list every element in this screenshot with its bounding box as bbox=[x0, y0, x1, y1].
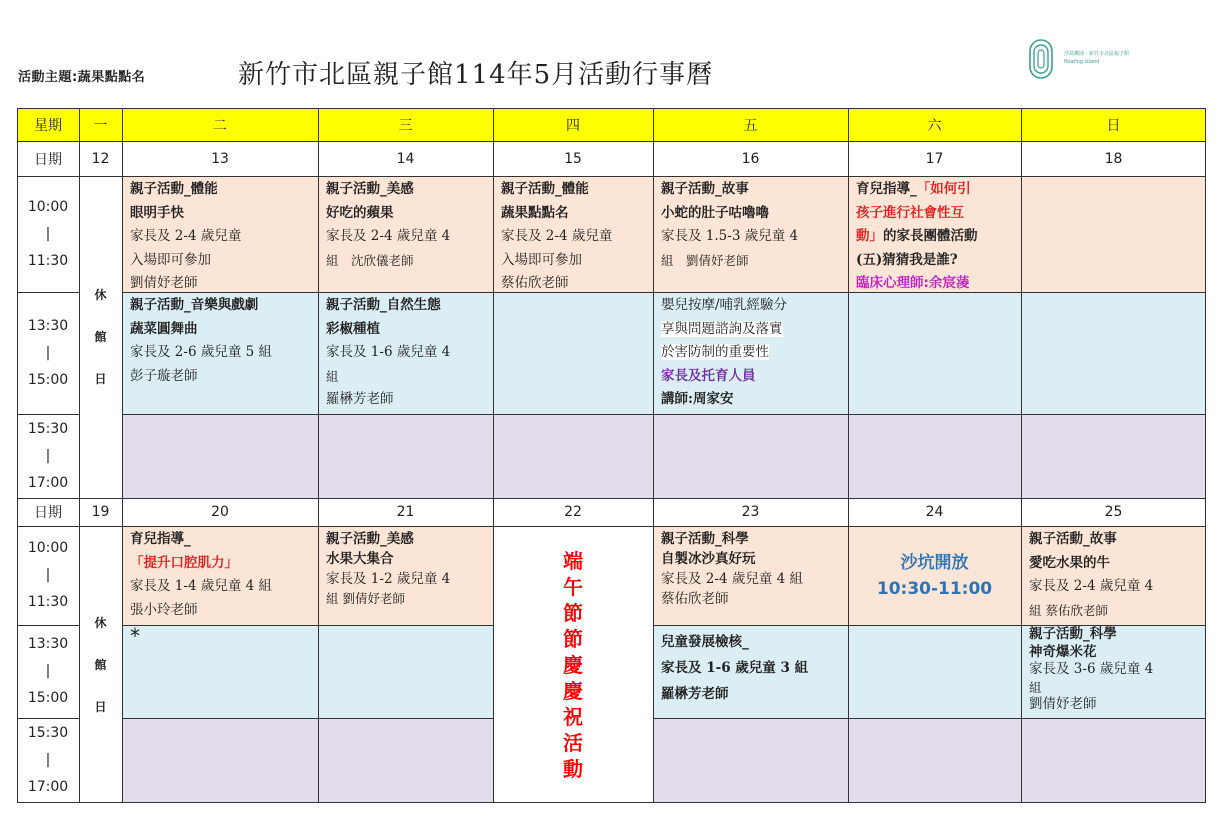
holiday-char: 動 bbox=[563, 756, 583, 781]
date-cell: 19 bbox=[91, 504, 110, 520]
holiday-char: 節 bbox=[563, 600, 583, 625]
holiday-char: 節 bbox=[563, 626, 583, 651]
event-name: 眼明手快 bbox=[130, 204, 184, 221]
event-audience: 家長及 2-4 歲兒童 bbox=[501, 228, 613, 244]
event-teacher: 講師:周家安 bbox=[661, 391, 734, 407]
closed-char: 日 bbox=[94, 372, 107, 386]
event-audience-cont: 組 bbox=[326, 368, 339, 384]
event-topic-part: 「如何引 bbox=[916, 181, 971, 197]
date-cell: 13 bbox=[211, 150, 229, 167]
time-end: 15:00 bbox=[27, 690, 69, 706]
event-audience: 家長及 1-6 歲兒童 3 組 bbox=[661, 660, 809, 676]
asterisk-mark: * bbox=[130, 624, 140, 648]
date-cell: 16 bbox=[741, 150, 760, 167]
date-cell: 12 bbox=[91, 150, 110, 167]
event-title: 嬰兒按摩/哺乳經驗分 bbox=[661, 297, 788, 313]
event-audience: 家長及 2-6 歲兒童 5 組 bbox=[130, 344, 272, 360]
event-audience: 家長及 2-4 歲兒童 4 組 bbox=[661, 571, 803, 587]
time-end: 17:00 bbox=[27, 779, 69, 795]
time-start: 13:30 bbox=[27, 317, 69, 334]
page-title: 新竹市北區親子館114年5月活動行事曆 bbox=[238, 60, 714, 90]
event-title: 親子活動_自然生態 bbox=[326, 297, 441, 313]
event-title-cont: 享與問題諮詢及落實 bbox=[661, 320, 783, 337]
date-cell: 15 bbox=[564, 150, 582, 167]
event-audience: 家長及 3-6 歲兒童 4 bbox=[1029, 661, 1154, 677]
weekday-thu: 四 bbox=[493, 108, 653, 141]
date-cell: 25 bbox=[1104, 504, 1123, 520]
event-note: 入場即可參加 bbox=[130, 251, 211, 268]
time-sep: | bbox=[45, 447, 51, 464]
event-audience: 家長及 1-2 歲兒童 4 bbox=[326, 571, 451, 587]
event-title: 親子活動_美感 bbox=[326, 531, 414, 547]
event-audience-cont: 組 bbox=[1029, 679, 1042, 695]
event-teacher: 臨床心理師:余宸蓤 bbox=[856, 275, 970, 291]
time-start: 13:30 bbox=[27, 636, 69, 652]
event-teacher: 劉倩妤老師 bbox=[130, 275, 198, 291]
holiday-char: 慶 bbox=[563, 652, 583, 677]
event-teacher: 劉倩妤老師 bbox=[1029, 696, 1097, 712]
activity-topic: 活動主題:蔬果點點名 bbox=[18, 70, 146, 85]
event-teacher: 組 蔡佑欣老師 bbox=[1029, 602, 1108, 618]
event-title: 親子活動_故事 bbox=[661, 181, 749, 197]
event-name: 神奇爆米花 bbox=[1029, 643, 1097, 660]
date-cell: 14 bbox=[396, 150, 415, 167]
time-sep: | bbox=[45, 225, 51, 242]
closed-char: 休 bbox=[94, 615, 107, 630]
event-title: 親子活動_美感 bbox=[326, 181, 414, 197]
date-label: 日期 bbox=[34, 505, 62, 521]
event-audience: 家長及托育人員 bbox=[661, 367, 756, 384]
event-note: 入場即可參加 bbox=[501, 251, 582, 268]
date-cell: 22 bbox=[564, 504, 582, 520]
closed-char: 日 bbox=[94, 699, 107, 714]
weekday-mon: 一 bbox=[79, 108, 122, 141]
event-title: 親子活動_科學 bbox=[661, 531, 749, 547]
event-title: 親子活動_科學 bbox=[1029, 626, 1117, 642]
event-teacher: 蔡佑欣老師 bbox=[661, 591, 729, 607]
event-topic-part: 孩子進行社會性互 bbox=[856, 204, 964, 221]
holiday-char: 端 bbox=[563, 548, 583, 573]
time-sep: | bbox=[45, 663, 51, 679]
event-name: 水果大集合 bbox=[326, 551, 394, 567]
event-teacher: 張小玲老師 bbox=[130, 601, 198, 618]
event-teacher: 羅楙芳老師 bbox=[326, 391, 394, 407]
event-subtitle: (五)猜猜我是誰? bbox=[856, 251, 958, 268]
event-teacher: 組 劉倩妤老師 bbox=[661, 252, 749, 268]
event-name: 「提升口腔肌力」 bbox=[130, 554, 238, 571]
event-name: 蔬果點點名 bbox=[501, 204, 569, 221]
event-title: 親子活動_體能 bbox=[130, 181, 218, 197]
event-name: 愛吃水果的牛 bbox=[1029, 554, 1110, 571]
event-title: 親子活動_體能 bbox=[501, 181, 589, 197]
time-start: 10:00 bbox=[27, 540, 69, 556]
event-teacher: 蔡佑欣老師 bbox=[501, 275, 569, 291]
event-title-cont: 於害防制的重要性 bbox=[661, 344, 769, 360]
event-name: 蔬菜圓舞曲 bbox=[130, 320, 198, 337]
event-title: 育兒指導_ bbox=[856, 181, 917, 197]
weekday-wed: 三 bbox=[318, 108, 493, 141]
event-audience: 家長及 2-4 歲兒童 4 bbox=[1029, 578, 1154, 594]
holiday-char: 祝 bbox=[563, 704, 583, 729]
closed-char: 館 bbox=[94, 330, 107, 344]
event-title: 親子活動_故事 bbox=[1029, 531, 1117, 547]
date-label: 日期 bbox=[34, 151, 62, 168]
event-topic-part: 動」 bbox=[856, 228, 883, 244]
time-end: 11:30 bbox=[27, 594, 69, 610]
time-end: 11:30 bbox=[27, 252, 69, 269]
weekday-sun: 日 bbox=[1021, 108, 1206, 141]
event-name: 自製冰沙真好玩 bbox=[661, 551, 756, 567]
event-audience: 家長及 2-4 歲兒童 4 bbox=[326, 228, 451, 244]
time-sep: | bbox=[45, 567, 51, 583]
date-cell: 21 bbox=[396, 504, 415, 520]
event-time: 10:30-11:00 bbox=[876, 578, 993, 599]
weekday-sat: 六 bbox=[848, 108, 1021, 141]
holiday-char: 活 bbox=[563, 730, 583, 755]
holiday-char: 慶 bbox=[563, 678, 583, 703]
event-name: 彩椒種植 bbox=[326, 320, 380, 337]
event-name: 沙坑開放 bbox=[900, 552, 969, 573]
time-sep: | bbox=[45, 752, 51, 768]
event-teacher: 組 沈欣儀老師 bbox=[326, 252, 414, 268]
closed-char: 館 bbox=[94, 657, 107, 672]
weekday-fri: 五 bbox=[653, 108, 848, 141]
weekday-tue: 二 bbox=[122, 108, 318, 141]
event-audience: 家長及 1.5-3 歲兒童 4 bbox=[661, 228, 799, 244]
event-title: 育兒指導_ bbox=[130, 531, 191, 547]
event-teacher: 彭子璇老師 bbox=[130, 367, 198, 384]
logo-text-line-2: floating island bbox=[1064, 59, 1100, 65]
event-title: 兒童發展檢核_ bbox=[661, 634, 749, 650]
event-name: 好吃的蘋果 bbox=[326, 204, 394, 221]
event-title: 親子活動_音樂與戲劇 bbox=[130, 297, 259, 313]
event-name: 小蛇的肚子咕嚕嚕 bbox=[661, 204, 769, 221]
date-cell: 23 bbox=[741, 504, 760, 520]
time-start: 15:30 bbox=[27, 420, 69, 437]
event-audience: 家長及 2-4 歲兒童 bbox=[130, 228, 242, 244]
time-sep: | bbox=[45, 344, 51, 361]
time-start: 15:30 bbox=[27, 725, 69, 741]
closed-char: 休 bbox=[94, 288, 107, 302]
date-cell: 17 bbox=[925, 150, 944, 167]
holiday-char: 午 bbox=[563, 574, 583, 599]
weekday-label: 星期 bbox=[17, 108, 79, 141]
event-audience: 家長及 1-6 歲兒童 4 bbox=[326, 344, 451, 360]
time-start: 10:00 bbox=[27, 198, 69, 215]
date-cell: 20 bbox=[211, 504, 229, 520]
time-end: 17:00 bbox=[27, 474, 69, 491]
event-audience: 家長及 1-4 歲兒童 4 組 bbox=[130, 578, 272, 594]
date-cell: 18 bbox=[1104, 150, 1123, 167]
time-end: 15:00 bbox=[27, 371, 69, 388]
date-cell: 24 bbox=[925, 504, 944, 520]
event-name: 的家長團體活動 bbox=[883, 228, 978, 244]
event-teacher: 羅楙芳老師 bbox=[661, 686, 729, 702]
logo-text-line-1: 浮島樂園・新竹市北區親子館 bbox=[1064, 51, 1130, 57]
event-teacher: 組 劉倩妤老師 bbox=[326, 591, 405, 606]
